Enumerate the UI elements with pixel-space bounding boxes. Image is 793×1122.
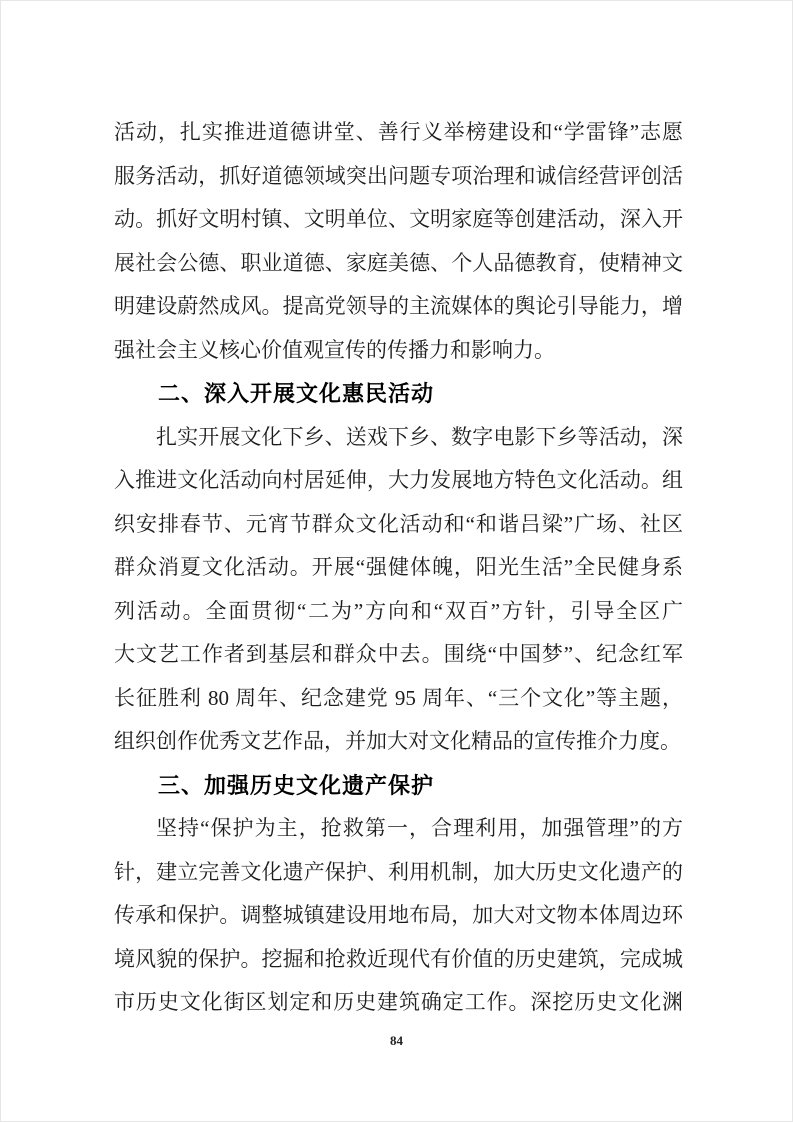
text-line: 坚持“保护为主，抢救第一，合理利用，加强管理”的方 — [156, 816, 683, 840]
text-line: 长征胜利 80 周年、纪念建党 95 周年、“三个文化”等主题， — [114, 685, 683, 710]
text-line: 群众消夏文化活动。开展“强健体魄，阳光生活”全民健身系 — [114, 555, 683, 579]
text-line: 针，建立完善文化遗产保护、利用机制，加大历史文化遗产的 — [114, 859, 683, 884]
text-line: 扎实开展文化下乡、送戏下乡、数字电影下乡等活动，深 — [156, 424, 683, 449]
text-line: 传承和保护。调整城镇建设用地布局，加大对文物本体周边环 — [114, 903, 683, 927]
text-line: 服务活动，抓好道德领域突出问题专项治理和诚信经营评创活 — [114, 163, 683, 188]
text-line: 强社会主义核心价值观宣传的传播力和影响力。 — [114, 337, 555, 362]
section-heading: 三、加强历史文化遗产保护 — [158, 772, 435, 798]
text-line: 入推进文化活动向村居延伸，大力发展地方特色文化活动。组 — [114, 468, 683, 492]
text-line: 境风貌的保护。挖掘和抢救近现代有价值的历史建筑，完成城 — [114, 946, 683, 971]
text-line: 大文艺工作者到基层和群众中去。围绕“中国梦”、纪念红军 — [114, 642, 683, 666]
text-line: 明建设蔚然成风。提高党领导的主流媒体的舆论引导能力，增 — [114, 294, 683, 318]
section-heading: 二、深入开展文化惠民活动 — [158, 381, 435, 406]
page-number: 84 — [390, 1033, 403, 1048]
text-line: 织安排春节、元宵节群众文化活动和“和谐吕梁”广场、社区 — [114, 511, 683, 536]
text-line: 组织创作优秀文艺作品，并加大对文化精品的宣传推介力度。 — [114, 729, 681, 753]
text-line: 活动，扎实推进道德讲堂、善行义举榜建设和“学雷锋”志愿 — [114, 120, 683, 144]
text-line: 展社会公德、职业道德、家庭美德、个人品德教育，使精神文 — [114, 250, 683, 275]
document-body — [114, 111, 683, 1025]
text-line: 列活动。全面贯彻“二为”方向和“双百”方针，引导全区广 — [114, 598, 683, 623]
text-line: 动。抓好文明村镇、文明单位、文明家庭等创建活动，深入开 — [114, 207, 683, 231]
text-line: 市历史文化街区划定和历史建筑确定工作。深挖历史文化渊 — [114, 990, 683, 1014]
